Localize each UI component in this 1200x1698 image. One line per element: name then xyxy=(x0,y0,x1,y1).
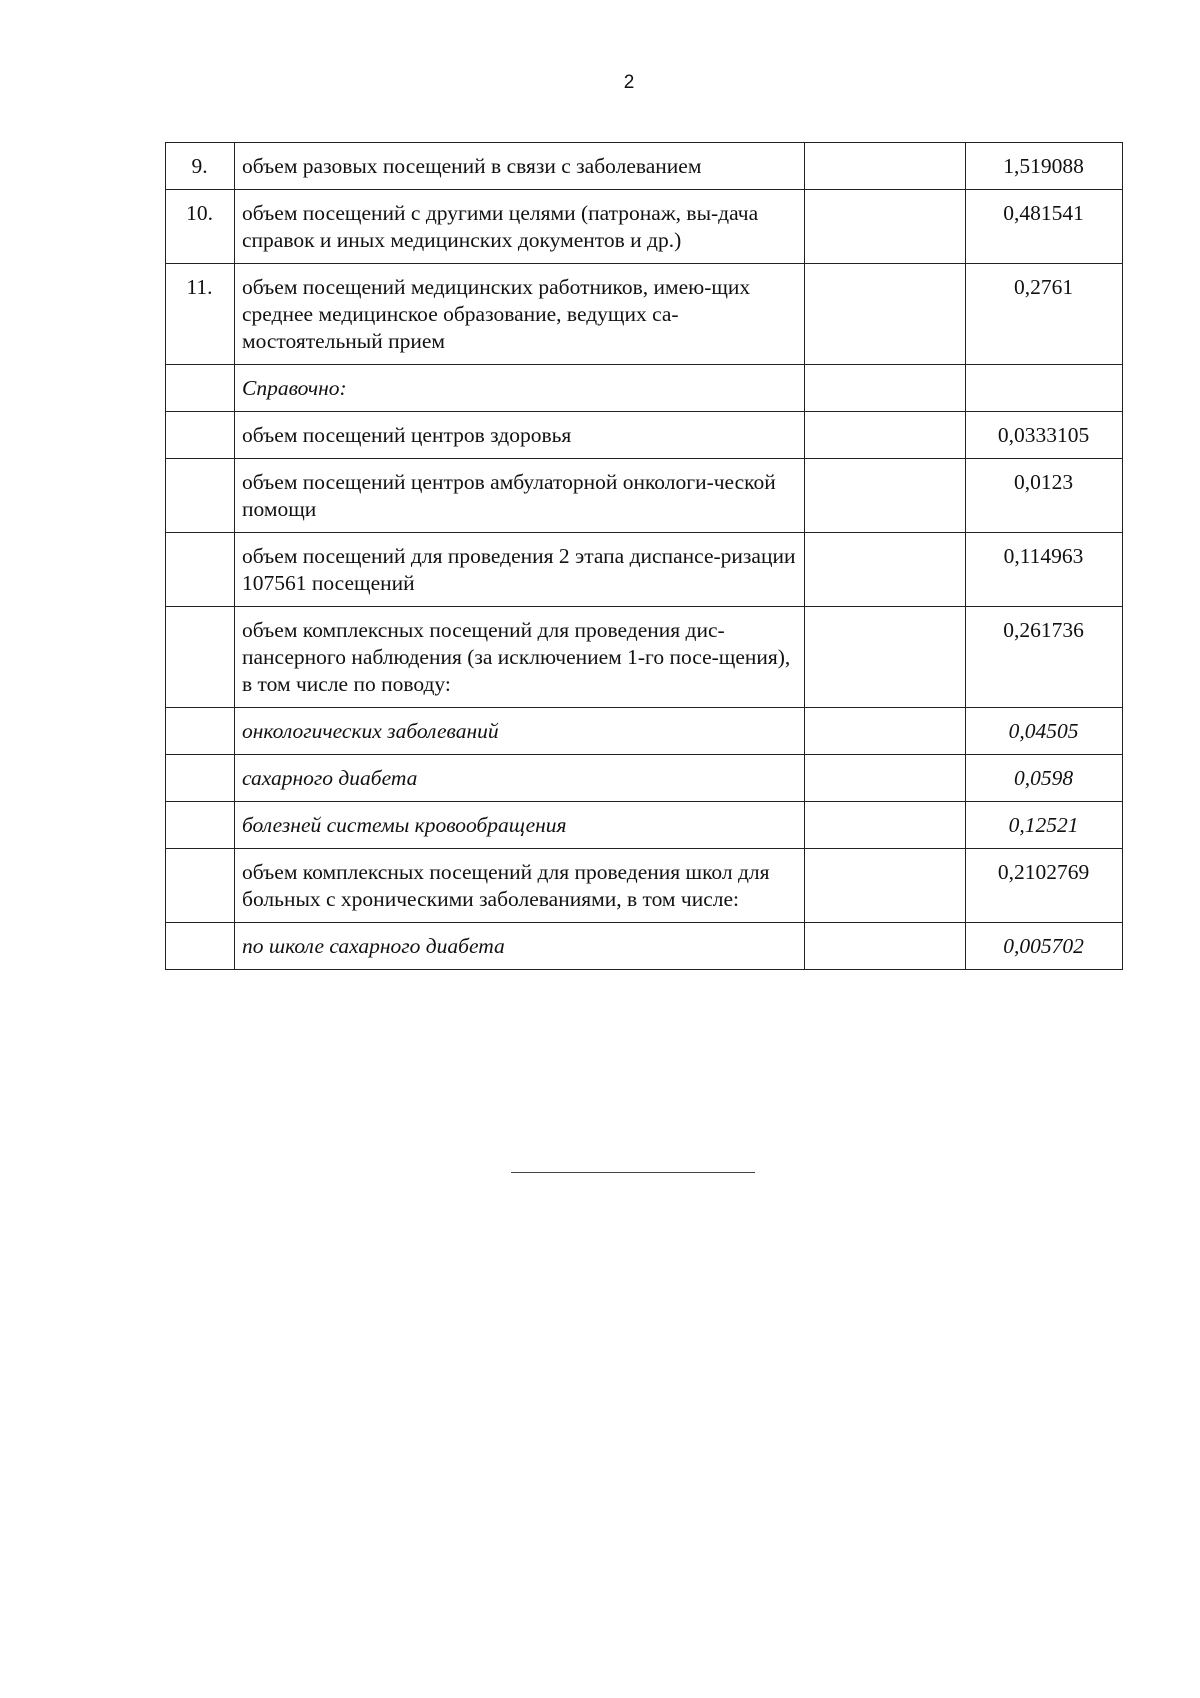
row-unit xyxy=(805,708,966,755)
row-number xyxy=(166,849,235,923)
row-number: 10. xyxy=(166,190,235,264)
row-number xyxy=(166,459,235,533)
row-number xyxy=(166,533,235,607)
table-row xyxy=(166,459,1123,533)
indicators-table xyxy=(165,142,1123,970)
row-unit xyxy=(805,533,966,607)
table-row xyxy=(166,533,1123,607)
footer-divider xyxy=(511,1172,755,1173)
row-number xyxy=(166,923,235,970)
row-number xyxy=(166,755,235,802)
table-row xyxy=(166,607,1123,708)
row-description: объем посещений медицинских работников, имею-щих среднее медицинское образование, ведущих са-мостоятельный прием xyxy=(235,264,805,365)
row-unit xyxy=(805,412,966,459)
row-unit xyxy=(805,264,966,365)
indicators-table-body xyxy=(166,143,1123,970)
table-row-subitem xyxy=(166,923,1123,970)
row-value: 0,2761 xyxy=(966,264,1123,365)
row-description: объем разовых посещений в связи с заболеванием xyxy=(235,143,805,190)
row-unit xyxy=(805,923,966,970)
row-description: объем посещений центров амбулаторной онкологи-ческой помощи xyxy=(235,459,805,533)
row-description: болезней системы кровообращения xyxy=(235,802,805,849)
row-number: 11. xyxy=(166,264,235,365)
row-description: объем комплексных посещений для проведения дис-пансерного наблюдения (за исключением 1-го посе-щения), в том числе по поводу: xyxy=(235,607,805,708)
row-description: сахарного диабета xyxy=(235,755,805,802)
row-value: 0,2102769 xyxy=(966,849,1123,923)
row-unit xyxy=(805,143,966,190)
table-row xyxy=(166,412,1123,459)
table-row xyxy=(166,190,1123,264)
table-row-subitem xyxy=(166,708,1123,755)
row-number xyxy=(166,708,235,755)
row-description: объем комплексных посещений для проведения школ для больных с хроническими заболеваниями, в том числе: xyxy=(235,849,805,923)
row-number: 9. xyxy=(166,143,235,190)
table-row-subitem xyxy=(166,755,1123,802)
row-value: 0,0123 xyxy=(966,459,1123,533)
table-row-subitem xyxy=(166,802,1123,849)
table-row xyxy=(166,264,1123,365)
row-value xyxy=(966,365,1123,412)
row-unit xyxy=(805,365,966,412)
row-description: по школе сахарного диабета xyxy=(235,923,805,970)
table-row xyxy=(166,849,1123,923)
section-heading: Справочно: xyxy=(235,365,805,412)
table-row xyxy=(166,143,1123,190)
row-value: 0,12521 xyxy=(966,802,1123,849)
row-description: объем посещений центров здоровья xyxy=(235,412,805,459)
row-description: объем посещений с другими целями (патронаж, вы-дача справок и иных медицинских документов и др.) xyxy=(235,190,805,264)
row-value: 0,0598 xyxy=(966,755,1123,802)
row-value: 0,114963 xyxy=(966,533,1123,607)
row-value: 0,261736 xyxy=(966,607,1123,708)
row-unit xyxy=(805,459,966,533)
row-value: 0,0333105 xyxy=(966,412,1123,459)
row-unit xyxy=(805,190,966,264)
row-unit xyxy=(805,802,966,849)
row-unit xyxy=(805,755,966,802)
row-value: 0,005702 xyxy=(966,923,1123,970)
row-value: 0,481541 xyxy=(966,190,1123,264)
row-value: 1,519088 xyxy=(966,143,1123,190)
row-number xyxy=(166,802,235,849)
row-unit xyxy=(805,849,966,923)
row-value: 0,04505 xyxy=(966,708,1123,755)
row-number xyxy=(166,365,235,412)
row-description: онкологических заболеваний xyxy=(235,708,805,755)
row-unit xyxy=(805,607,966,708)
row-number xyxy=(166,412,235,459)
row-number xyxy=(166,607,235,708)
table-row-section-heading xyxy=(166,365,1123,412)
row-description: объем посещений для проведения 2 этапа диспансе-ризации 107561 посещений xyxy=(235,533,805,607)
page-number: 2 xyxy=(623,72,635,93)
